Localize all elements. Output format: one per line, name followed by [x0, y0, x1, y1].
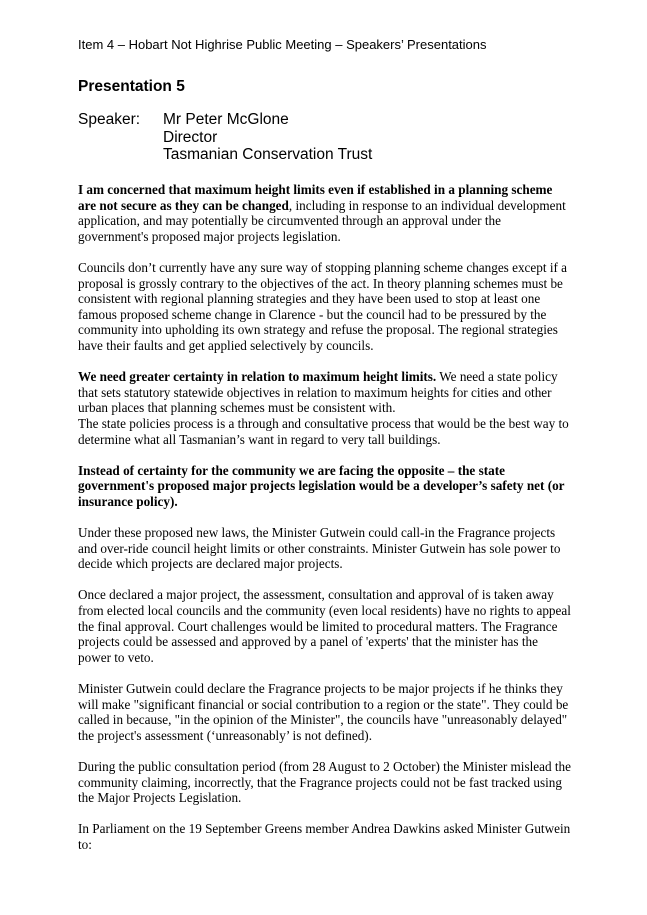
speaker-label: Speaker: [78, 111, 141, 128]
paragraph-8 [78, 681, 572, 743]
paragraph-3-emphasis: We need greater certainty in relation to maximum height limits. [78, 369, 437, 385]
paragraph-7-text: Once declared a major project, the assessment, consultation and approval of is taken away from elected local councils and the community (even local residents) have no rights to appeal the final approval. Court challenges would be limited to procedural matters. The Fragrance projects could be assessed and approved by a panel of 'experts' that the minister has the power to veto. [78, 587, 571, 665]
paragraph-2 [78, 260, 572, 354]
paragraph-1 [78, 182, 572, 244]
paragraph-5 [78, 463, 572, 510]
speaker-organisation: Tasmanian Conservation Trust [163, 146, 373, 163]
page-header: Item 4 – Hobart Not Highrise Public Meeting – Speakers’ Presentations [78, 37, 487, 52]
paragraph-9-text: During the public consultation period (from 28 August to 2 October) the Minister mislead the community claiming, incorrectly, that the Fragrance projects could not be fast tracked using the Major Projects Legislation. [78, 758, 571, 806]
speaker-role: Director [163, 128, 218, 146]
paragraph-1-emphasis: I am concerned that maximum height limits even if established in a planning scheme are not secure as they can be changed [78, 182, 553, 213]
paragraph-9 [78, 759, 572, 806]
paragraph-10 [78, 821, 572, 852]
paragraph-6 [78, 525, 572, 572]
paragraph-4-text: The state policies process is a through and consultative process that would be the best way to determine what all Tasmanian’s want in regard to very tall buildings. [78, 415, 569, 447]
paragraph-10-text: In Parliament on the 19 September Greens member Andrea Dawkins asked Minister Gutwein to: [78, 821, 571, 852]
paragraph-6-text: Under these proposed new laws, the Minister Gutwein could call-in the Fragrance projects and over-ride council height limits or other constraints. Minister Gutwein has sole power to decide which projects are declared major projects. [78, 525, 561, 572]
speaker-name: Mr Peter McGlone [163, 111, 289, 128]
paragraph-3-text: We need a state policy that sets statutory statewide objectives in relation to maximum heights for cities and other urban places that planning schemes must be consistent with. [78, 369, 558, 416]
presentation-title: Presentation 5 [78, 78, 185, 95]
document-body [78, 182, 572, 868]
paragraph-4 [78, 416, 572, 447]
paragraph-7 [78, 587, 572, 665]
paragraph-8-text: Minister Gutwein could declare the Fragrance projects to be major projects if he thinks they will make "significant financial or social contribution to a region or the state". They could be called in because, "in the opinion of the Minister", the councils have "unreasonably delayed" the project's assessment (‘unreasonably’ is not defined). [78, 681, 569, 743]
paragraph-3 [78, 369, 572, 416]
speaker-details [163, 111, 372, 164]
paragraph-5-emphasis: Instead of certainty for the community we are facing the opposite – the state government's proposed major projects legislation would be a developer’s safety net (or insurance policy). [78, 462, 565, 509]
paragraph-1-text: , including in response to an individual development application, and may potentially be circumvented through an approval under the government's proposed major projects legislation. [78, 197, 566, 244]
paragraph-2-text: Councils don’t currently have any sure way of stopping planning scheme changes except if a proposal is grossly contrary to the objectives of the act. In theory planning schemes must be consistent with regional planning strategies and they have been used to stop at least one famous proposed scheme change in Clarence - but the council had to be pressured by the community into upholding its own strategy and refuse the proposal. The regional strategies have their faults and get applied selectively by councils. [78, 259, 568, 353]
